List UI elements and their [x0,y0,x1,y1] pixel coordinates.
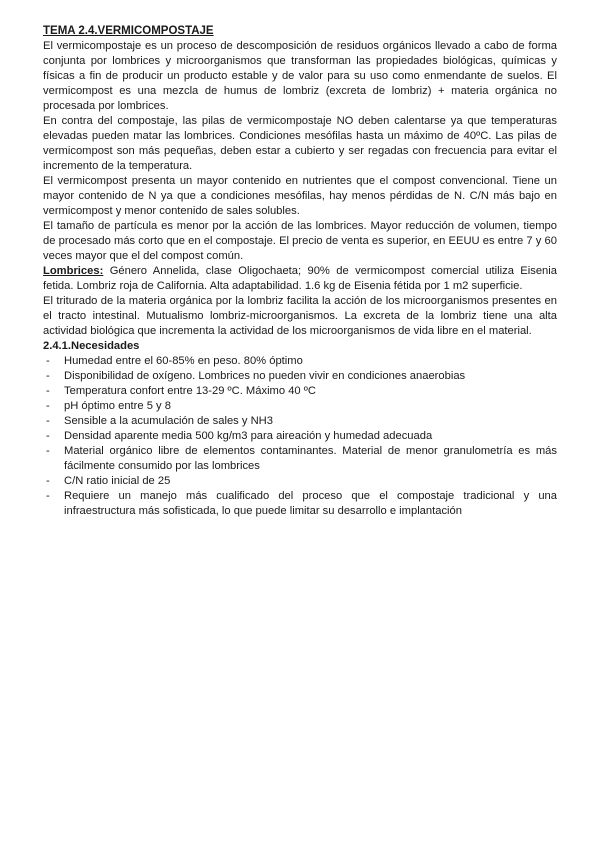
list-dash: - [46,475,50,487]
list-item-text: Disponibilidad de oxígeno. Lombrices no pueden vivir en condiciones anaerobias [64,370,466,382]
list-item [43,474,557,489]
list-item [43,414,557,429]
list-item-text: pH óptimo entre 5 y 8 [64,400,171,412]
list-item-text: Densidad aparente media 500 kg/m3 para aireación y humedad adecuada [64,430,433,442]
list-item-text: Temperatura confort entre 13-29 ºC. Máximo 40 ºC [64,385,316,397]
paragraph-definition: El vermicompostaje es un proceso de descomposición de residuos orgánicos llevado a cabo de forma conjunta por lombrices y microorganismos que transforman las propiedades biológicas, químicas y físicas a fin de producir un producto estable y de valor para su uso como enmendante de suelos. El vermicompost es una mezcla de humus de lombriz (excreta de lombriz) + materia orgánica no procesada por lombrices. [43,40,557,112]
list-item [43,429,557,444]
list-item [43,489,557,519]
lombrices-text: Género Annelida, clase Oligochaeta; 90% de vermicompost comercial utiliza Eisenia fetida. Lombriz roja de California. Alta adaptabilidad. 1.6 kg de Eisenia fétida por 1 m2 superficie. [43,265,557,292]
needs-list [43,354,557,519]
paragraph-lombrices [43,264,557,294]
list-dash: - [46,400,50,412]
document-title: TEMA 2.4.VERMICOMPOSTAJE [43,25,214,37]
paragraph-temperature: En contra del compostaje, las pilas de vermicompostaje NO deben calentarse ya que temperaturas elevadas pueden matar las lombrices. Condiciones mesófilas hasta un máximo de 40ºC. Las pilas de vermicompost son más pequeñas, deben estar a cubierto y ser regadas con frecuencia para evitar el incremento de la temperatura. [43,115,557,172]
list-dash: - [46,490,50,502]
list-item [43,444,557,474]
list-item [43,399,557,414]
list-dash: - [46,415,50,427]
list-item-text: C/N ratio inicial de 25 [64,475,171,487]
paragraph-triturado: El triturado de la materia orgánica por la lombriz facilita la acción de los microorganismos presentes en el tracto intestinal. Mutualismo lombriz-microorganismos. La excreta de la lombriz tiene una alta actividad biológica que incrementa la actividad de los microorganismos de vida libre en el material. [43,295,557,337]
list-item [43,384,557,399]
list-item-text: Requiere un manejo más cualificado del proceso que el compostaje tradicional y una infraestructura más sofisticada, lo que puede limitar su desarrollo e implantación [64,490,557,517]
list-item [43,369,557,384]
list-dash: - [46,385,50,397]
list-dash: - [46,430,50,442]
lombrices-label: Lombrices: [43,265,104,277]
paragraph-nutrients: El vermicompost presenta un mayor contenido en nutrientes que el compost convencional. Tiene un mayor contenido de N ya que a condiciones mesófilas, hay menos pérdidas de N. C/N más bajo en vermicompost y menor contenido de sales solubles. [43,175,557,217]
list-item-text: Humedad entre el 60-85% en peso. 80% óptimo [64,355,303,367]
list-dash: - [46,370,50,382]
list-dash: - [46,445,50,457]
section-heading: 2.4.1.Necesidades [43,340,140,352]
document-page [43,24,557,519]
list-item [43,354,557,369]
list-dash: - [46,355,50,367]
paragraph-particle-size: El tamaño de partícula es menor por la acción de las lombrices. Mayor reducción de volumen, tiempo de procesado más corto que en el compostaje. El precio de venta es superior, en EEUU es entre 7 y 60 veces mayor que el del compost común. [43,220,557,262]
list-item-text: Material orgánico libre de elementos contaminantes. Material de menor granulometría es más fácilmente consumido por las lombrices [64,445,557,472]
list-item-text: Sensible a la acumulación de sales y NH3 [64,415,273,427]
